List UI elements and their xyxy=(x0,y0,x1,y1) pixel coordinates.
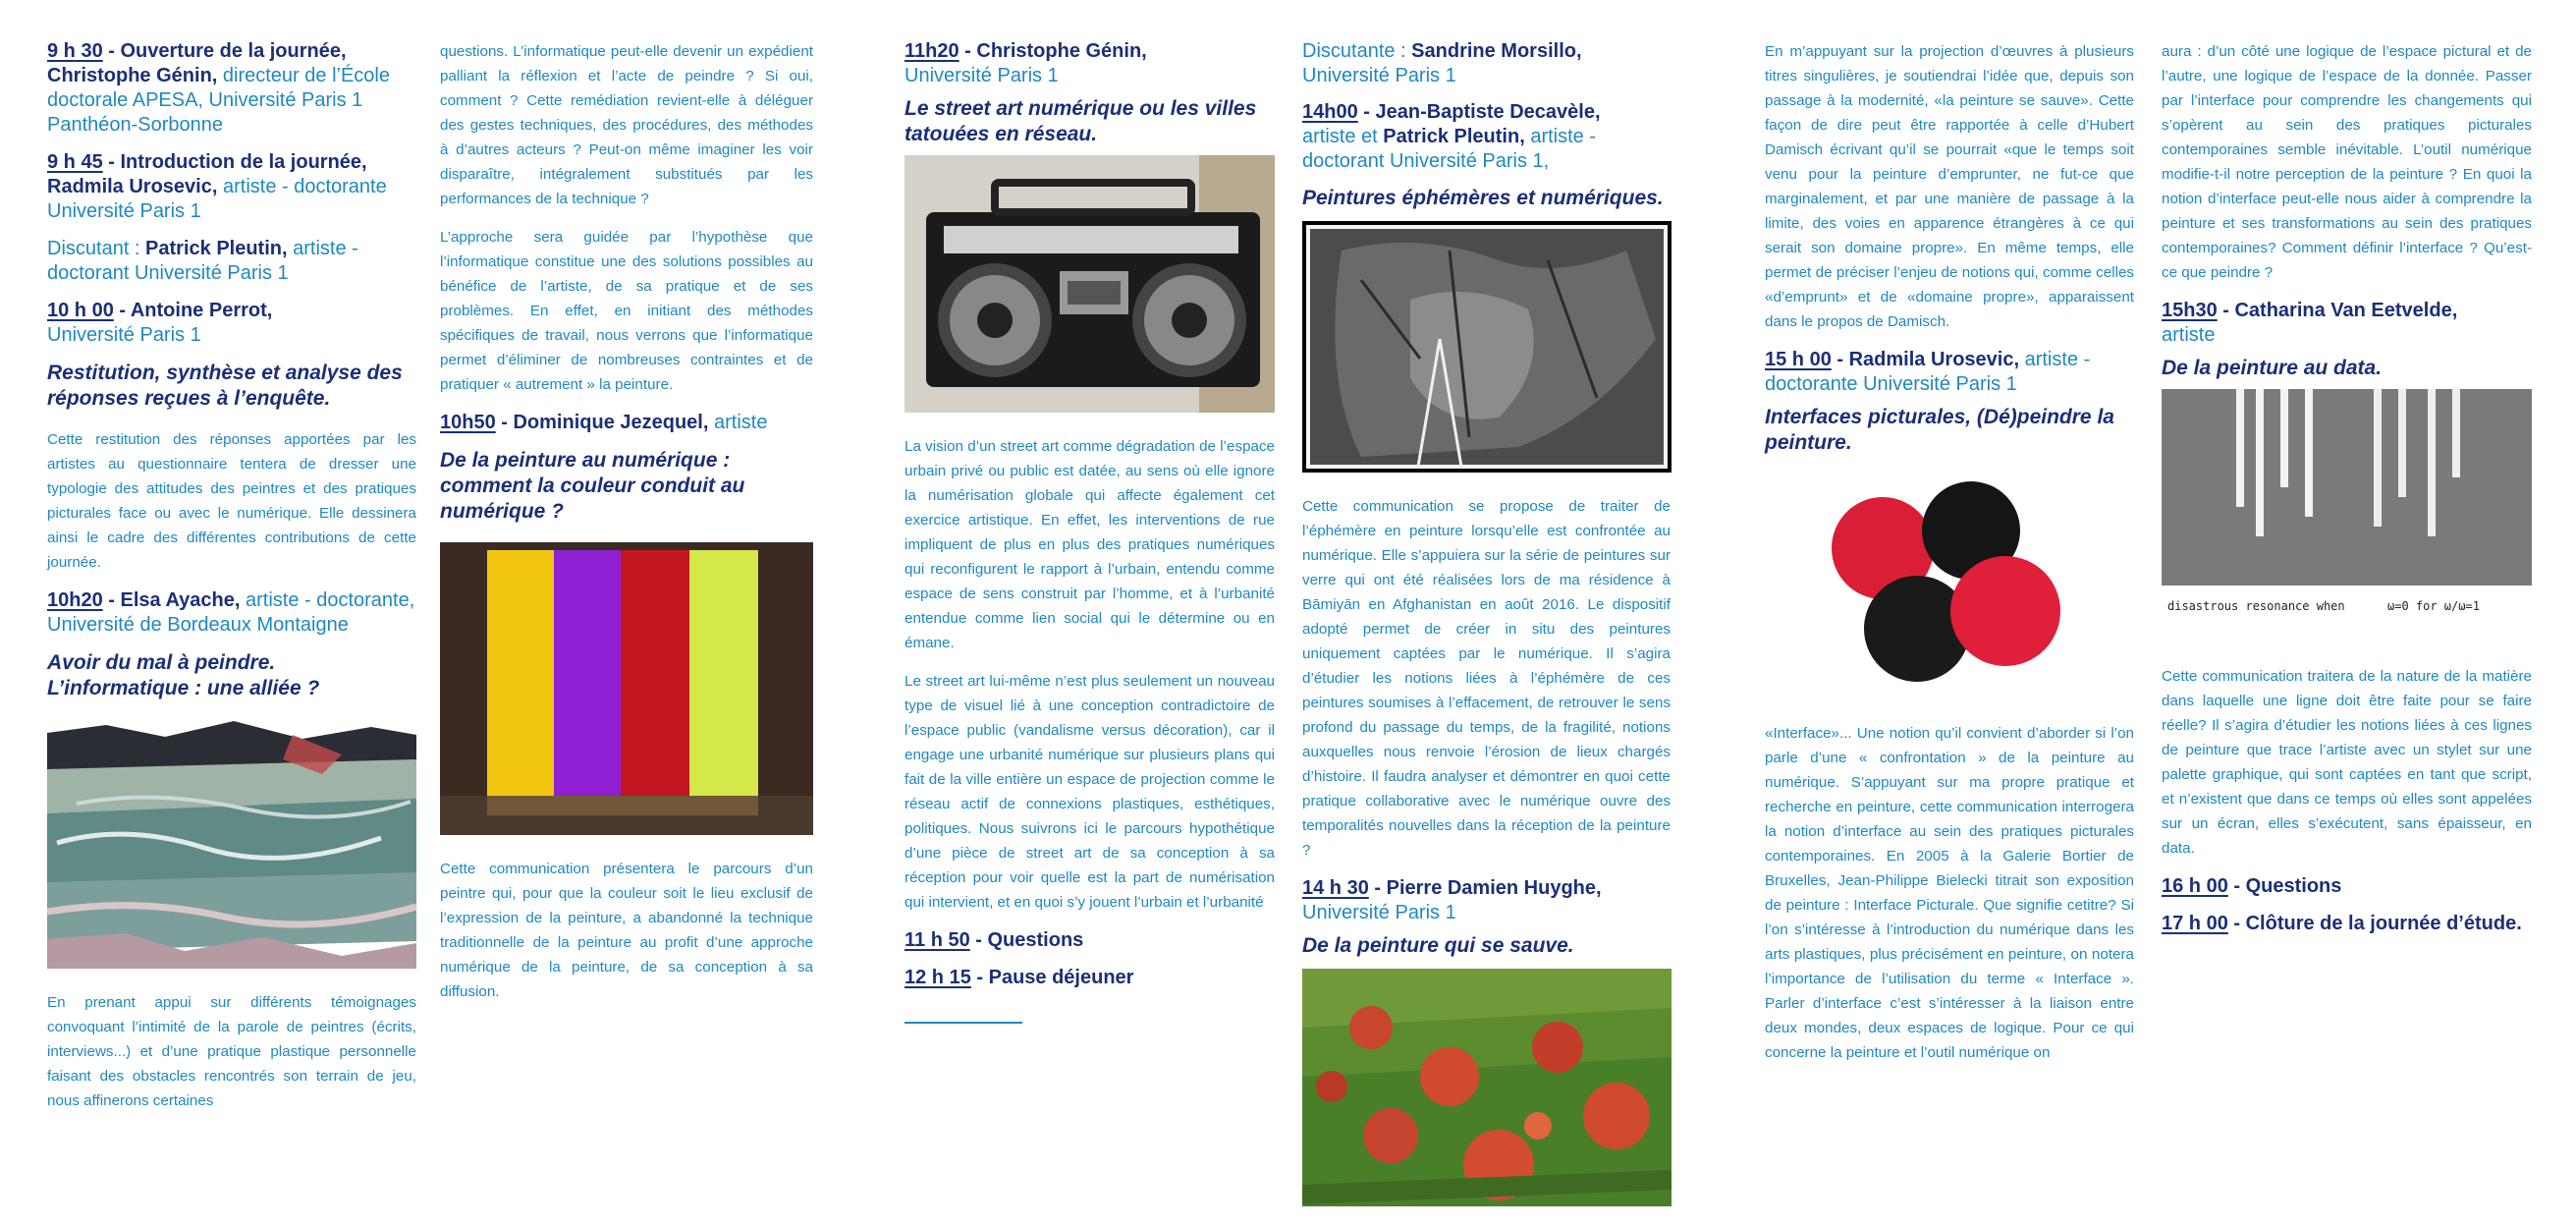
column-4 xyxy=(1302,39,1671,1228)
session-title: - Catharina Van Eetvelde, xyxy=(2217,300,2458,321)
speaker-affiliation: artiste - doctorante, Université de Bordeaux Montaigne xyxy=(47,589,415,636)
talk-abstract-continued: L’approche sera guidée par l’hypothèse que l’informatique constitue une des solutions possibles au bénéfice de l’artiste, de sa pratique et de ses problèmes. En effet, en initiant des méthodes spécifiques de travail, nous verrons que l’informatique permet d’éliminer de nombreuses contraintes et de pratiquer « autrement » la peinture. xyxy=(440,229,813,393)
discussant-afternoon xyxy=(1302,39,1671,88)
session-title: - Clôture de la journée d’étude. xyxy=(2227,913,2522,934)
time-label: 11 h 50 xyxy=(904,929,970,951)
talk-abstract: Cette communication présentera le parcours d’un peintre qui, pour que la couleur soit le lieu exclusif de l’expression de la peinture, a abandonné la technique traditionnelle de la peinture au profit d’une approche numérique de la peinture, de sa conception à sa diffusion. xyxy=(440,861,813,1000)
time-label: 9 h 45 xyxy=(47,151,103,173)
speaker-affiliation: Université Paris 1 xyxy=(47,324,201,346)
figure-formula-icon: ω=0 for ω/ω=1 xyxy=(2387,599,2480,613)
session-title: - Questions xyxy=(2227,875,2342,897)
discussant-name: Patrick Pleutin, xyxy=(145,238,288,259)
session-1020 xyxy=(47,588,416,638)
talk-abstract: Cette communication se propose de traiter de l’éphémère en peinture lorsqu’elle est confrontée au numérique. Elle s’appuiera sur la série de peintures sur verre qui ont été réalisées lors de ma résidence à Bāmiyān en Afghanistan en août 2016. Le dispositif adopté permet de créer in situ des peintures uniquement captées par le numérique. Il s’agira d’étudier les notions liées à l’éphémère de ces peintures soumises à l’effacement, de retrouver le sens profond du passage du temps, de la fragilité, notions auxquelles nous renvoie l’érosion de lieux chargés d’histoire. Il faudra analyser et démontrer en quoi cette pratique collaborative avec le numérique ouvre des temporalités nouvelles dans la réception de la peinture ? xyxy=(1302,498,1671,859)
talk-abstract: «Interface»... Une notion qu’il convient d’aborder si l’on parle d’une « confrontation » de la peinture au numérique. S’appuyant sur ma propre pratique et recherche en peinture, cette communication interrogera la notion d’interface au sein des pratiques picturales contemporaines. En 2005 à la Galerie Bortier de Bruxelles, Jean-Philippe Bielecki titrait son exposition de peinture : Interface Picturale. Que signifie cetitre? Si l’on s’intéresse à l’introduction du numérique dans les arts plastiques, plus précisément en peinture, on notera l’importance de l’utilisation du terme « Interface ». Parler d’interface c’est s’intéresser à la liaison entre deux mondes, deux espaces de logique. Pour ce qui concerne la peinture et l’outil numérique on xyxy=(1765,725,2134,1061)
column-6 xyxy=(2162,39,2532,949)
speaker-affiliation: artiste - doctorante Université Paris 1 xyxy=(1765,349,2091,395)
session-1430 xyxy=(1302,876,1671,925)
talk-abstract-continued: aura : d’un côté une logique de l’espace pictural et de l’autre, une logique de l’espace de la donnée. Passer par l’interface pour comprendre les changements qui s’opèrent au sein des pratiques picturales contemporaines semble inévitable. L’outil numérique modifie-t-il notre perception de la peinture ? En quoi la notion d’interface peut-elle nous aider à comprendre la peinture et ses transformations au sein des pratiques contemporaines? Comment définir l’interface ? Qu’est-ce que peindre ? xyxy=(2162,43,2532,281)
time-label: 16 h 00 xyxy=(2162,875,2228,897)
session-title: - Ouverture de la journée, xyxy=(102,40,347,62)
speaker-affiliation: directeur de l’École doctorale APESA, Université Paris 1 Panthéon-Sorbonne xyxy=(47,65,390,136)
speaker-affiliation: Université Paris 1 xyxy=(1302,902,1456,923)
session-title: - Antoine Perrot, xyxy=(113,300,273,321)
speaker-name: Christophe Génin, xyxy=(47,65,218,86)
speaker-name: Patrick Pleutin, xyxy=(1383,126,1525,147)
time-label: 15h30 xyxy=(2162,300,2218,321)
time-label: 10h50 xyxy=(440,412,496,433)
talk-abstract: La vision d’un street art comme dégradation de l’espace urbain privé ou public est datée, au sens où elle ignore la numérisation globale qui affecte également cet exercice artistique. En effet, les interventions de rue impliquent de plus en plus des pratiques numériques qui reconfigurent le rapport à l’urbain, entendu comme espace de sens construit par l’homme, et à l’urbanité entendue comme lien social qui le détermine ou en émane. xyxy=(904,438,1275,651)
questions-1150 xyxy=(904,928,1275,953)
talk-title: De la peinture au data. xyxy=(2162,357,2383,379)
talk-abstract: Cette restitution des réponses apportées par les artistes au questionnaire tentera de dresser une typologie des attitudes des peintres et des pratiques picturales face ou avec le numérique. Elle dessinera ainsi le cadre des différentes contributions de cette journée. xyxy=(47,431,416,571)
discussant-label: Discutant : xyxy=(47,238,146,259)
circles-painting xyxy=(1765,464,2134,699)
session-1530 xyxy=(2162,299,2532,348)
talk-abstract: Le street art lui-même n’est plus seulement un nouveau type de visuel lié à une conception contradictoire de l’espace public (vandalisme versus décoration), car il engage une urbanité numérique sur plusieurs plans qui fait de la ville entière un espace de projection comme le réseau actif de connexions plastiques, esthétiques, politiques. Nous suivrons ici le parcours hypothétique d’une pièce de street art de sa conception à sa réception pour voir quelle est la part de numérisation qui intervient, et en quoi s’y jouent l’urbain et l’urbanité xyxy=(904,673,1275,911)
talk-abstract: Cette communication traitera de la nature de la matière dans laquelle une ligne doit être faite pour se faire réelle? Il s’agira d’étudier les notions liées à ces lignes de peinture que trace l’artiste avec un stylet sur une palette graphique, qui sont captées en tant que script, et n’existent que dans ce temps où elles sont appelées sur un écran, elles s’exécutent, sans épaisseur, en data. xyxy=(2162,668,2532,857)
time-label: 17 h 00 xyxy=(2162,913,2228,934)
column-3 xyxy=(904,39,1275,1024)
boombox-illustration xyxy=(904,155,1275,413)
session-1050 xyxy=(440,411,813,435)
poppy-field-photo xyxy=(1302,969,1672,1206)
discussant-affiliation: artiste - doctorant Université Paris 1 xyxy=(47,238,358,284)
questions-1600 xyxy=(2162,874,2532,899)
session-title: - Questions xyxy=(969,929,1084,951)
discussant-label: Discutante : xyxy=(1302,40,1412,62)
line-drips-drawing xyxy=(2162,389,2532,642)
figure-caption: disastrous resonance when xyxy=(2167,599,2345,613)
rock-painting-photo xyxy=(1302,221,1672,473)
time-label: 12 h 15 xyxy=(904,967,971,988)
speaker-affiliation: artiste et xyxy=(1302,126,1384,147)
speaker-name: Radmila Urosevic, xyxy=(47,176,218,197)
time-label: 14 h 30 xyxy=(1302,877,1369,899)
talk-title: Restitution, synthèse et analyse des réponses reçues à l’enquête. xyxy=(47,362,403,410)
speaker-affiliation: artiste - doctorant Université Paris 1, xyxy=(1302,126,1597,172)
session-title: - Dominique Jezequel, xyxy=(495,412,709,433)
talk-abstract-continued: En m’appuyant sur la projection d’œuvres à plusieurs titres singulières, je soutiendrai l’idée que, depuis son passage à la modernité, «la peinture se sauve». Cette façon de dire peut être rapportée à celle d’Hubert Damisch écrivant qu’il se pourrait «que le temps soit venu pour la peinture d’emprunter, ne fut-ce que marginalement, et par une manière de passage à la limite, des voies en apparence étrangères à ce qui serait son domaine propre». En même temps, elle permet de préciser l’enjeu de notions qui, comme celles «d’emprunt» et de «domaine propre», apparaissent dans le propos de Damisch. xyxy=(1765,43,2134,330)
sea-collage-photo xyxy=(47,715,416,969)
talk-title: Peintures éphémères et numériques. xyxy=(1302,187,1664,209)
talk-title: De la peinture qui se sauve. xyxy=(1302,934,1574,957)
session-title: - Introduction de la journée, xyxy=(102,151,367,173)
session-title: - Pierre Damien Huyghe, xyxy=(1368,877,1602,899)
session-title: - Radmila Urosevic, xyxy=(1831,349,2020,370)
talk-title: Avoir du mal à peindre. L’informatique : une alliée ? xyxy=(47,651,320,699)
speaker-affiliation: artiste xyxy=(2162,324,2216,346)
discussant-morning xyxy=(47,237,416,286)
speaker-affiliation: Université Paris 1 xyxy=(904,65,1059,86)
talk-abstract-continued: questions. L’informatique peut-elle devenir un expédient palliant la réflexion et l’acte de peindre ? Si oui, comment ? Cette remédiation revient-elle à déléguer des gestes techniques, des procédures, des méthodes à d’autres acteurs ? Peut-on même imaginer les voir disparaître, intégralement substitués par les performances de la technique ? xyxy=(440,43,813,207)
session-0930 xyxy=(47,39,416,138)
time-label: 15 h 00 xyxy=(1765,349,1832,370)
session-1000 xyxy=(47,299,416,348)
lunch-1215 xyxy=(904,966,1275,990)
talk-title: Interfaces picturales, (Dé)peindre la peinture. xyxy=(1765,406,2114,454)
time-label: 10h20 xyxy=(47,589,103,611)
time-label: 9 h 30 xyxy=(47,40,103,62)
session-1400 xyxy=(1302,100,1671,174)
session-0945 xyxy=(47,150,416,224)
talk-abstract: En prenant appui sur différents témoignages convoquant l’intimité de la parole de peintres (écrits, interviews...) et d’une pratique plastique personnelle faisant des obstacles rencontrés son terrain de jeu, nous affinerons certaines xyxy=(47,994,416,1109)
color-panels-photo xyxy=(440,542,813,835)
divider-line xyxy=(904,1022,1022,1024)
time-label: 14h00 xyxy=(1302,101,1358,123)
session-title: - Elsa Ayache, xyxy=(102,589,241,611)
session-title: - Jean-Baptiste Decavèle, xyxy=(1357,101,1601,123)
time-label: 11h20 xyxy=(904,40,959,62)
session-1500 xyxy=(1765,348,2134,397)
talk-title: Le street art numérique ou les villes tatouées en réseau. xyxy=(904,97,1257,145)
speaker-affiliation: artiste xyxy=(708,412,768,433)
talk-title: De la peinture au numérique : comment la couleur conduit au numérique ? xyxy=(440,449,745,523)
column-5 xyxy=(1765,39,2134,1079)
closing-1700 xyxy=(2162,912,2532,936)
session-1120 xyxy=(904,39,1275,88)
column-2 xyxy=(440,39,813,1018)
speaker-affiliation: artiste - doctorante Université Paris 1 xyxy=(47,176,387,222)
session-title: - Christophe Génin, xyxy=(959,40,1147,62)
session-title: - Pause déjeuner xyxy=(970,967,1134,988)
column-1 xyxy=(47,39,416,1127)
discussant-affiliation: Université Paris 1 xyxy=(1302,65,1456,86)
discussant-name: Sandrine Morsillo, xyxy=(1411,40,1582,62)
time-label: 10 h 00 xyxy=(47,300,114,321)
